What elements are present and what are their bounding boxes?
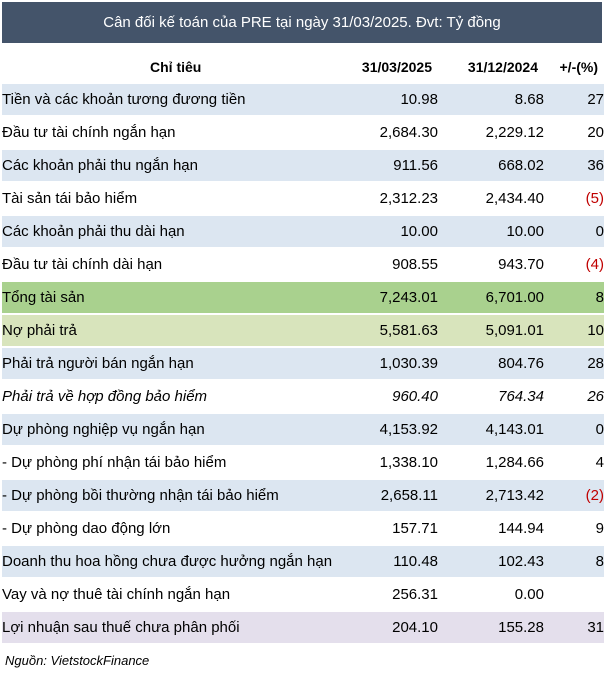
- table-row: [2, 150, 604, 181]
- row-label: Các khoản phải thu ngắn hạn: [2, 150, 346, 181]
- row-value-q1-2025: 2,684.30: [346, 117, 438, 148]
- table-row: [2, 84, 604, 115]
- row-value-q4-2024: 155.28: [438, 612, 544, 643]
- table-row: [2, 546, 604, 577]
- row-value-q1-2025: 911.56: [346, 150, 438, 181]
- row-value-q1-2025: 1,338.10: [346, 447, 438, 478]
- row-value-q4-2024: 943.70: [438, 249, 544, 280]
- row-change: 8: [544, 282, 604, 313]
- row-label: Tiền và các khoản tương đương tiền: [2, 84, 346, 115]
- header-item: Chỉ tiêu: [2, 51, 346, 82]
- table-row: [2, 447, 604, 478]
- row-change: [544, 579, 604, 610]
- table-row: [2, 579, 604, 610]
- row-change: 8: [544, 546, 604, 577]
- row-value-q4-2024: 10.00: [438, 216, 544, 247]
- row-change: (4): [544, 249, 604, 280]
- row-label: Đầu tư tài chính dài hạn: [2, 249, 346, 280]
- header-date-1: 31/03/2025: [346, 51, 438, 82]
- row-change: 26: [544, 381, 604, 412]
- row-value-q1-2025: 5,581.63: [346, 315, 438, 346]
- row-value-q1-2025: 960.40: [346, 381, 438, 412]
- row-value-q4-2024: 764.34: [438, 381, 544, 412]
- table-row: [2, 414, 604, 445]
- table-row: [2, 117, 604, 148]
- table-row: [2, 480, 604, 511]
- row-change: 28: [544, 348, 604, 379]
- row-value-q4-2024: 6,701.00: [438, 282, 544, 313]
- row-value-q1-2025: 7,243.01: [346, 282, 438, 313]
- row-label: - Dự phòng phí nhận tái bảo hiểm: [2, 447, 346, 478]
- row-change: 27: [544, 84, 604, 115]
- row-value-q4-2024: 2,229.12: [438, 117, 544, 148]
- row-value-q1-2025: 10.00: [346, 216, 438, 247]
- row-value-q1-2025: 110.48: [346, 546, 438, 577]
- row-value-q1-2025: 256.31: [346, 579, 438, 610]
- table-row: [2, 348, 604, 379]
- row-value-q4-2024: 2,713.42: [438, 480, 544, 511]
- row-value-q4-2024: 804.76: [438, 348, 544, 379]
- row-change: 0: [544, 216, 604, 247]
- row-label: Tài sản tái bảo hiểm: [2, 183, 346, 214]
- row-value-q4-2024: 144.94: [438, 513, 544, 544]
- row-value-q1-2025: 1,030.39: [346, 348, 438, 379]
- row-value-q4-2024: 2,434.40: [438, 183, 544, 214]
- row-value-q4-2024: 4,143.01: [438, 414, 544, 445]
- table-title: Cân đối kế toán của PRE tại ngày 31/03/2025. Đvt: Tỷ đồng: [2, 2, 602, 43]
- table-row: [2, 183, 604, 214]
- header-row: [2, 51, 604, 82]
- row-label: Phải trả về hợp đồng bảo hiểm: [2, 381, 346, 412]
- row-change: 10: [544, 315, 604, 346]
- row-value-q4-2024: 5,091.01: [438, 315, 544, 346]
- row-value-q4-2024: 0.00: [438, 579, 544, 610]
- row-label: - Dự phòng bồi thường nhận tái bảo hiểm: [2, 480, 346, 511]
- row-label: Đầu tư tài chính ngắn hạn: [2, 117, 346, 148]
- row-label: Dự phòng nghiệp vụ ngắn hạn: [2, 414, 346, 445]
- row-label: Các khoản phải thu dài hạn: [2, 216, 346, 247]
- table-row-total-assets: [2, 282, 604, 313]
- row-label: Tổng tài sản: [2, 282, 346, 313]
- row-value-q4-2024: 1,284.66: [438, 447, 544, 478]
- table-row: [2, 249, 604, 280]
- table-row: [2, 216, 604, 247]
- source-note: Nguồn: VietstockFinance: [5, 653, 150, 668]
- table-row: [2, 513, 604, 544]
- row-change: (2): [544, 480, 604, 511]
- row-value-q4-2024: 102.43: [438, 546, 544, 577]
- row-label: Lợi nhuận sau thuế chưa phân phối: [2, 612, 346, 643]
- row-label: Doanh thu hoa hồng chưa được hưởng ngắn hạn: [2, 546, 346, 577]
- row-change: 4: [544, 447, 604, 478]
- row-change: 36: [544, 150, 604, 181]
- row-value-q1-2025: 204.10: [346, 612, 438, 643]
- row-change: 9: [544, 513, 604, 544]
- row-label: - Dự phòng dao động lớn: [2, 513, 346, 544]
- row-label: Phải trả người bán ngắn hạn: [2, 348, 346, 379]
- row-value-q1-2025: 4,153.92: [346, 414, 438, 445]
- row-value-q4-2024: 8.68: [438, 84, 544, 115]
- row-label: Nợ phải trả: [2, 315, 346, 346]
- header-date-2: 31/12/2024: [438, 51, 544, 82]
- row-value-q1-2025: 157.71: [346, 513, 438, 544]
- table-row: [2, 381, 604, 412]
- row-value-q1-2025: 2,658.11: [346, 480, 438, 511]
- row-change: 20: [544, 117, 604, 148]
- row-change: 31: [544, 612, 604, 643]
- table-row-liabilities: [2, 315, 604, 346]
- row-label: Vay và nợ thuê tài chính ngắn hạn: [2, 579, 346, 610]
- table-row-retained-earnings: [2, 612, 604, 643]
- row-change: (5): [544, 183, 604, 214]
- row-change: 0: [544, 414, 604, 445]
- row-value-q1-2025: 908.55: [346, 249, 438, 280]
- balance-sheet-table: [2, 49, 604, 645]
- row-value-q1-2025: 2,312.23: [346, 183, 438, 214]
- row-value-q4-2024: 668.02: [438, 150, 544, 181]
- row-value-q1-2025: 10.98: [346, 84, 438, 115]
- header-change: +/-(%): [544, 51, 604, 82]
